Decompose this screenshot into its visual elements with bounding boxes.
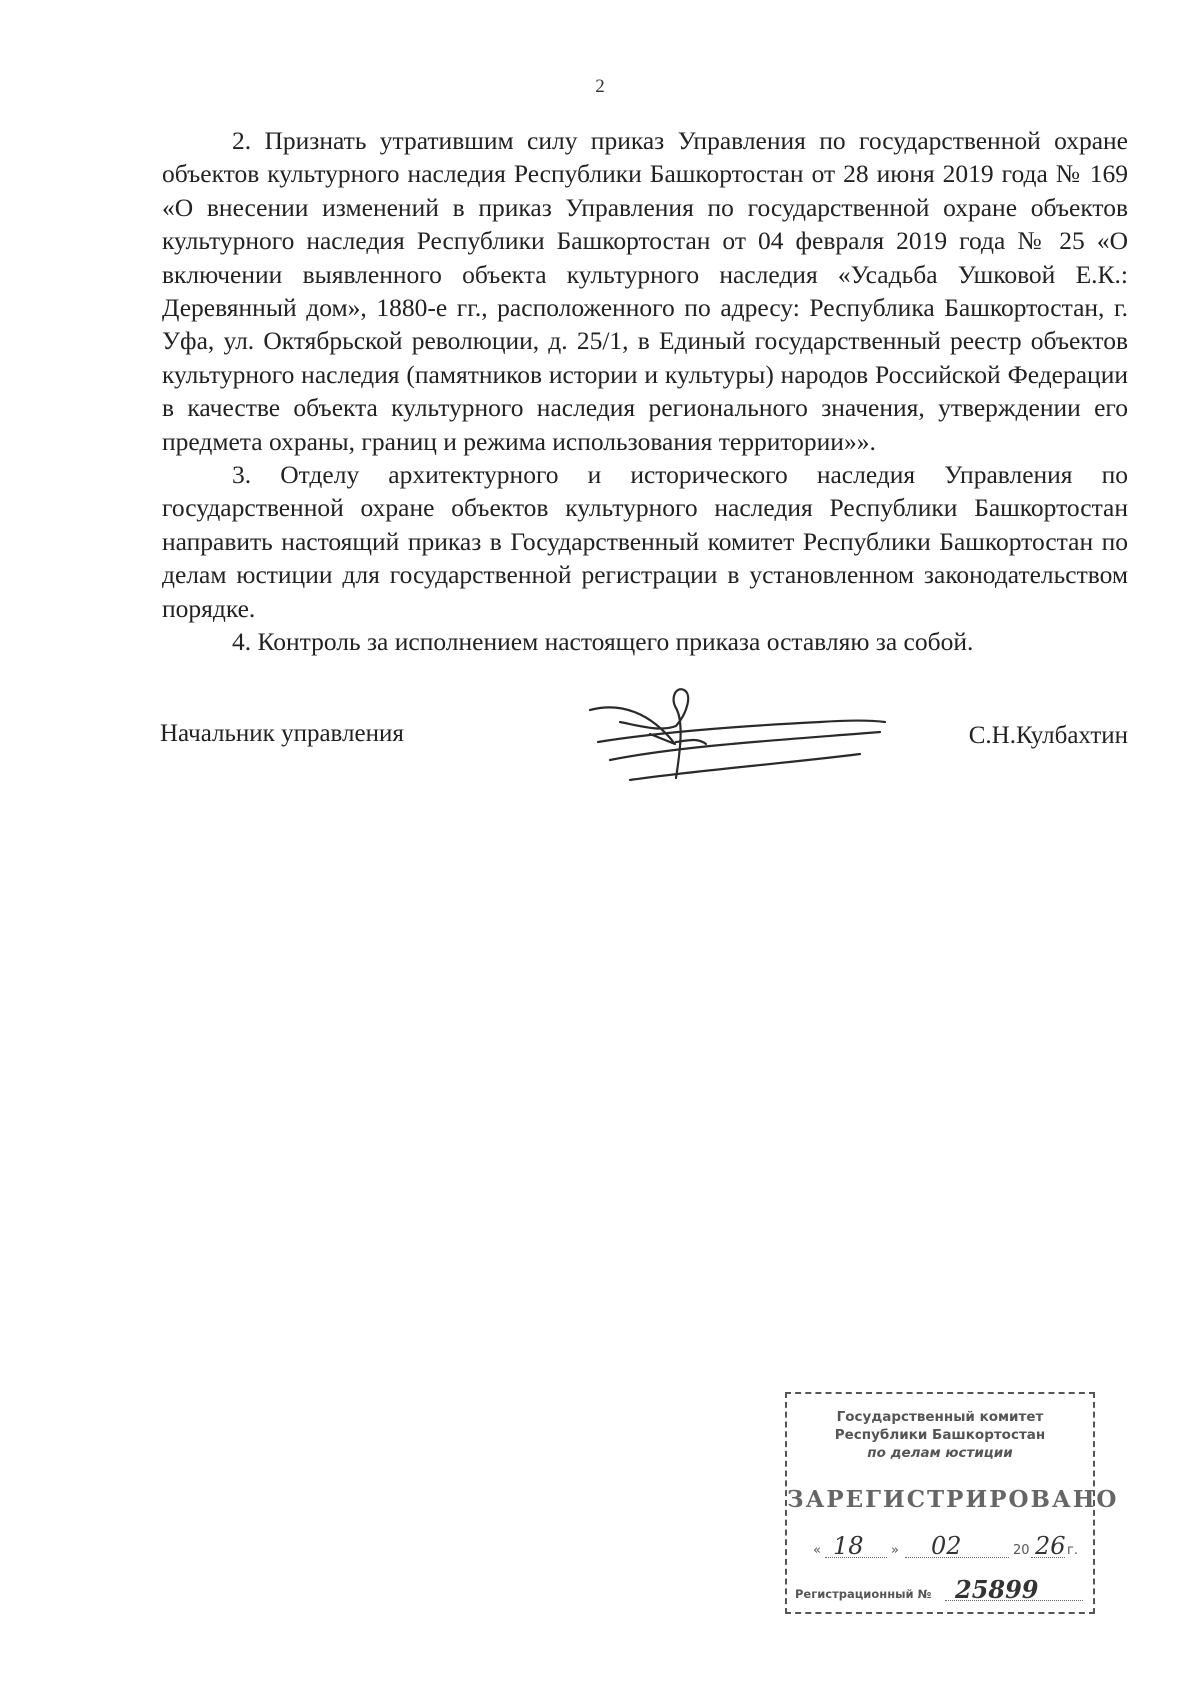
paragraph-2: 2. Признать утратившим силу приказ Управления по государственной охране объектов культурного наследия Республики Башкортостан от 28 июня 2019 года № 169 «О внесении изменений в приказ Управления по государственной охране объектов культурного наследия Республики Башкортостан от 04 февраля 2019 года № 25 «О включении выявленного объекта культурного наследия «Усадьба Ушковой Е.К.: Деревянный дом», 1880-е гг., расположенного по адресу: Республика Башкортостан, г. Уфа, ул. Октябрьской революции, д. 25/1, в Единый государственный реестр объектов культурного наследия (памятников истории и культуры) народов Российской Федерации в качестве объекта культурного наследия регионального значения, утверждении его предмета охраны, границ и режима использования территории»». (162, 126, 1128, 456)
paragraph-4: 4. Контроль за исполнением настоящего приказа оставляю за собой. (232, 627, 974, 657)
stamp-reg-number: 25899 (955, 1575, 1039, 1604)
stamp-date-day: 18 (833, 1532, 864, 1560)
stamp-date-year: 26 (1035, 1532, 1066, 1560)
stamp-date-year-unit: г. (1067, 1543, 1078, 1558)
order-body (162, 124, 1128, 659)
stamp-org-line: Республики Башкортостан (834, 1427, 1046, 1443)
signatory-name: С.Н.Кулбахтин (968, 722, 1128, 749)
stamp-organization (787, 1408, 1093, 1462)
stamp-date-open-quote: « (813, 1543, 821, 1558)
signature-block (160, 710, 1128, 790)
stamp-date-close-quote: » (891, 1543, 899, 1558)
handwritten-signature (580, 682, 900, 792)
registration-stamp (785, 1392, 1119, 1614)
stamp-org-line: по делам юстиции (867, 1445, 1013, 1461)
stamp-org-line: Государственный комитет (836, 1409, 1044, 1425)
signatory-title: Начальник управления (160, 720, 404, 747)
stamp-date (813, 1528, 1083, 1562)
paragraph-3: 3. Отделу архитектурного и исторического наследия Управления по государственной охране объектов культурного наследия Республики Башкортостан направить настоящий приказ в Государственный комитет Республики Башкортостан по делам юстиции для государственной регистрации в установленном законодательством порядке. (162, 460, 1128, 623)
stamp-date-month: 02 (931, 1532, 962, 1560)
page-number: 2 (595, 76, 605, 97)
stamp-reg-label: Регистрационный № (795, 1587, 932, 1601)
stamp-status: ЗАРЕГИСТРИРОВАНО (787, 1486, 1119, 1513)
stamp-date-year-prefix: 20 (1013, 1543, 1030, 1558)
stamp-registration-number (795, 1576, 1085, 1604)
